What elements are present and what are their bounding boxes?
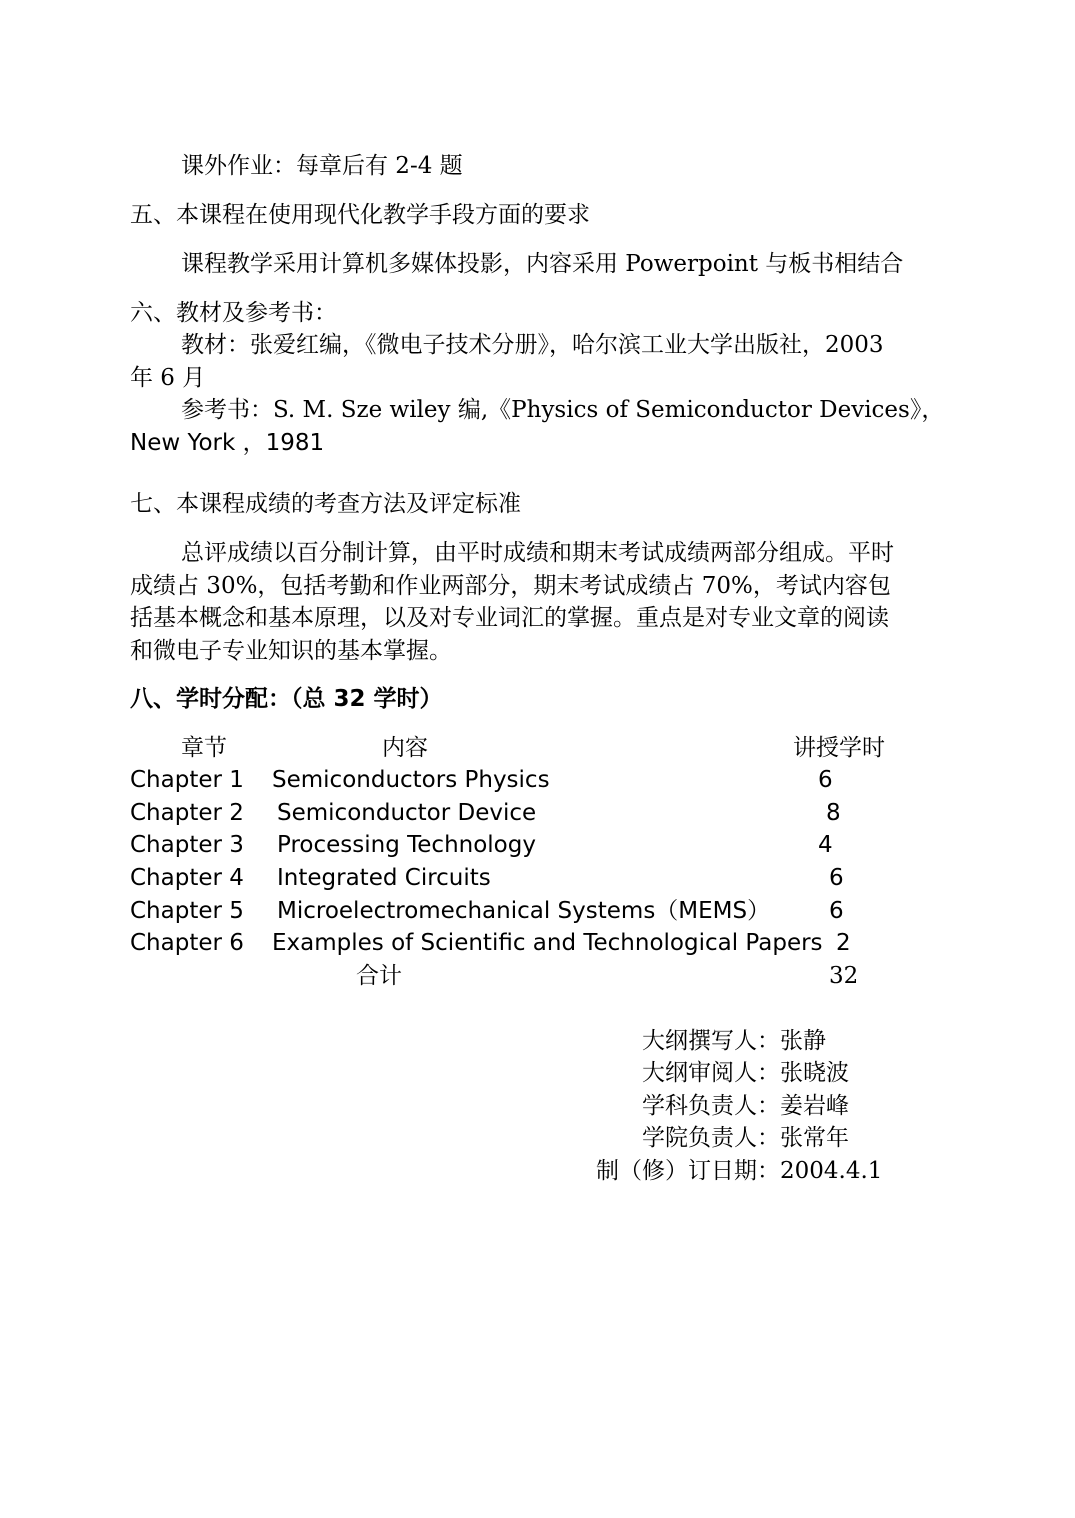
date-label: 制（修）订日期：	[596, 1158, 780, 1184]
section7-line-3: 括基本概念和基本原理，以及对专业词汇的掌握。重点是对专业文章的阅读	[130, 605, 889, 631]
row-hours: 2	[836, 930, 851, 956]
row-hours: 6	[818, 767, 833, 793]
reference-line-2: New York ，1981	[130, 430, 325, 456]
signature-value: 姜岩峰	[780, 1093, 849, 1119]
homework-line: 课外作业：每章后有 2-4 题	[181, 153, 463, 179]
signature-label: 大纲撰写人：	[642, 1028, 780, 1054]
signature-label: 学科负责人：	[642, 1093, 780, 1119]
row-chapter: Chapter 2	[130, 800, 244, 826]
signature-value: 张静	[780, 1028, 826, 1054]
textbook-line-2: 年 6 月	[130, 365, 206, 391]
row-chapter: Chapter 1	[130, 767, 244, 793]
row-content: Microelectromechanical Systems（MEMS）	[277, 898, 771, 924]
row-content: Integrated Circuits	[277, 865, 491, 891]
section5-body: 课程教学采用计算机多媒体投影，内容采用 Powerpoint 与板书相结合	[181, 251, 904, 277]
signature-label: 大纲审阅人：	[642, 1060, 780, 1086]
row-chapter: Chapter 6	[130, 930, 244, 956]
row-content: Examples of Scientific and Technological Papers	[272, 930, 823, 956]
signature-label: 学院负责人：	[642, 1125, 780, 1151]
section8-heading: 八、学时分配：（总 32 学时）	[130, 686, 443, 712]
section6-heading: 六、教材及参考书：	[130, 300, 337, 326]
row-chapter: Chapter 3	[130, 832, 244, 858]
column-header-content: 内容	[382, 735, 428, 761]
column-header-hours: 讲授学时	[793, 735, 885, 761]
row-chapter: Chapter 4	[130, 865, 244, 891]
section5-heading: 五、本课程在使用现代化教学手段方面的要求	[130, 202, 590, 228]
row-chapter: Chapter 5	[130, 898, 244, 924]
row-content: Semiconductors Physics	[272, 767, 550, 793]
section7-line-1: 总评成绩以百分制计算，由平时成绩和期末考试成绩两部分组成。平时	[181, 540, 894, 566]
signature-value: 张晓波	[780, 1060, 849, 1086]
column-header-chapter: 章节	[181, 735, 227, 761]
row-hours: 8	[826, 800, 841, 826]
date-value: 2004.4.1	[780, 1158, 883, 1184]
section7-line-4: 和微电子专业知识的基本掌握。	[130, 638, 452, 664]
textbook-line-1: 教材：张爱红编，《微电子技术分册》，哈尔滨工业大学出版社，2003	[181, 332, 884, 358]
section7-heading: 七、本课程成绩的考查方法及评定标准	[130, 491, 521, 517]
row-content: Semiconductor Device	[277, 800, 537, 826]
row-hours: 4	[818, 832, 833, 858]
row-content: Processing Technology	[277, 832, 536, 858]
row-hours: 6	[829, 865, 844, 891]
section7-line-2: 成绩占 30%，包括考勤和作业两部分，期末考试成绩占 70%，考试内容包	[130, 573, 891, 599]
row-hours: 6	[829, 898, 844, 924]
total-hours: 32	[829, 963, 859, 989]
signature-value: 张常年	[780, 1125, 849, 1151]
total-label: 合计	[356, 963, 402, 989]
reference-line-1: 参考书：S. M. Sze wiley 编,《Physics of Semiconductor Devices》，	[181, 397, 945, 423]
